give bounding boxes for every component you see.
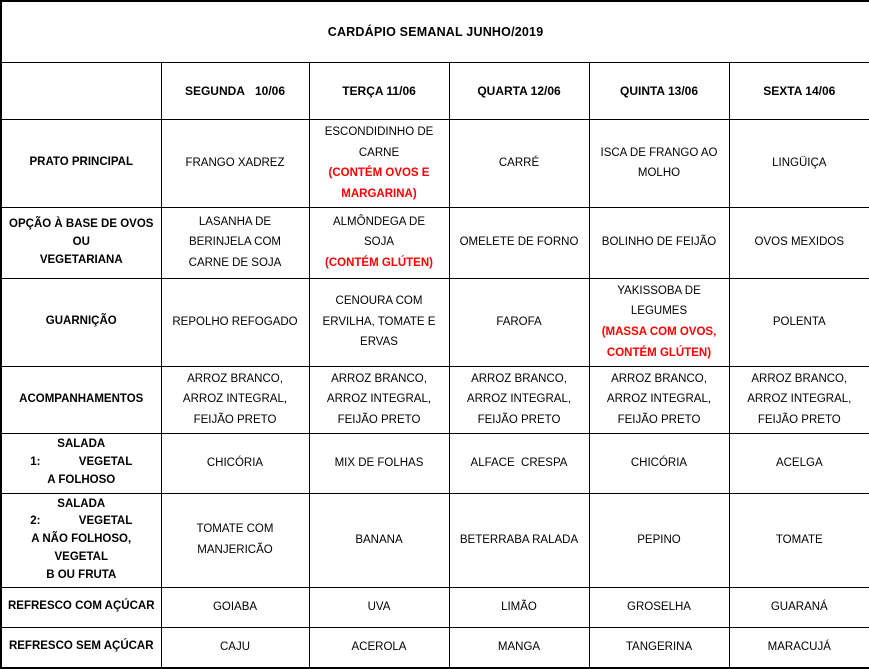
table-cell xyxy=(589,587,729,627)
table-cell xyxy=(589,207,729,278)
table-cell xyxy=(589,493,729,587)
cell-text: MIX DE FOLHAS xyxy=(334,456,424,469)
cell-text: CARRÉ xyxy=(498,157,540,170)
cell-text: OMELETE DE FORNO xyxy=(459,236,579,249)
row-label: REFRESCO COM AÇÚCAR xyxy=(1,587,161,627)
cell-text: PEPINO xyxy=(637,533,681,546)
table-cell xyxy=(589,278,729,366)
page-title: CARDÁPIO SEMANAL JUNHO/2019 xyxy=(1,1,869,63)
table-cell xyxy=(729,627,869,668)
cell-text: MANGA xyxy=(497,641,541,654)
table-cell xyxy=(729,207,869,278)
table-row xyxy=(1,278,869,366)
table-cell xyxy=(729,493,869,587)
cell-text: TANGERINA xyxy=(625,641,693,654)
header-row xyxy=(1,63,869,120)
column-header-day-3: QUINTA 13/06 xyxy=(589,63,729,120)
table-cell xyxy=(449,120,589,208)
cell-text: ARROZ BRANCO, ARROZ INTEGRAL, FEIJÃO PRETO xyxy=(606,372,712,426)
table-cell xyxy=(449,366,589,433)
table-cell xyxy=(449,207,589,278)
cell-text: ACELGA xyxy=(775,456,823,469)
cell-text: ARROZ BRANCO, ARROZ INTEGRAL, FEIJÃO PRETO xyxy=(466,372,572,426)
table-cell xyxy=(309,433,449,493)
allergen-warning: (CONTÉM OVOS E MARGARINA) xyxy=(328,167,430,201)
cell-text: CAJU xyxy=(219,641,251,654)
cell-text: OVOS MEXIDOS xyxy=(754,236,845,249)
cell-text: TOMATE COM MANJERICÃO xyxy=(196,523,274,557)
table-cell xyxy=(309,587,449,627)
column-header-day-2: QUARTA 12/06 xyxy=(449,63,589,120)
cell-text: TOMATE xyxy=(775,533,823,546)
table-cell xyxy=(589,366,729,433)
table-cell xyxy=(309,207,449,278)
cell-text: ARROZ BRANCO, ARROZ INTEGRAL, FEIJÃO PRETO xyxy=(747,372,852,426)
row-label: REFRESCO SEM AÇÚCAR xyxy=(1,627,161,668)
table-row xyxy=(1,627,869,668)
table-cell xyxy=(449,493,589,587)
table-cell xyxy=(729,587,869,627)
cell-text: LASANHA DE BERINJELA COM CARNE DE SOJA xyxy=(188,215,282,270)
table-cell xyxy=(161,433,309,493)
column-header-day-0: SEGUNDA 10/06 xyxy=(161,63,309,120)
table-cell xyxy=(449,587,589,627)
table-row xyxy=(1,207,869,278)
table-cell xyxy=(309,627,449,668)
table-cell xyxy=(449,627,589,668)
table-cell xyxy=(161,207,309,278)
cell-text: CHICÓRIA xyxy=(206,456,264,469)
cell-text: REPOLHO REFOGADO xyxy=(172,315,298,328)
table-cell xyxy=(729,433,869,493)
table-row xyxy=(1,587,869,627)
table-cell xyxy=(309,493,449,587)
table-cell xyxy=(589,433,729,493)
table-cell xyxy=(309,278,449,366)
table-cell xyxy=(309,120,449,208)
cell-text: CHICÓRIA xyxy=(630,456,688,469)
cell-text: FAROFA xyxy=(496,315,542,328)
cell-text: ALFACE CRESPA xyxy=(470,456,568,469)
table-row xyxy=(1,366,869,433)
cell-text: FRANGO XADREZ xyxy=(185,157,285,170)
cell-text: YAKISSOBA DE LEGUMES xyxy=(617,284,701,318)
cell-text: GROSELHA xyxy=(627,600,691,613)
table-cell xyxy=(729,120,869,208)
cell-text: BETERRABA RALADA xyxy=(459,533,579,546)
table-cell xyxy=(309,366,449,433)
table-cell xyxy=(449,433,589,493)
cell-text: ARROZ BRANCO, ARROZ INTEGRAL, FEIJÃO PRETO xyxy=(326,372,432,426)
cell-text: BOLINHO DE FEIJÃO xyxy=(601,236,717,249)
table-cell xyxy=(161,627,309,668)
title-row xyxy=(1,1,869,63)
row-label: PRATO PRINCIPAL xyxy=(1,120,161,208)
row-label: ACOMPANHAMENTOS xyxy=(1,366,161,433)
row-label: SALADA 1: VEGETAL A FOLHOSO xyxy=(1,433,161,493)
cell-text: UVA xyxy=(367,600,391,613)
column-header-day-4: SEXTA 14/06 xyxy=(729,63,869,120)
allergen-warning: (CONTÉM GLÚTEN) xyxy=(325,257,433,270)
cell-text: MARACUJÁ xyxy=(767,641,831,654)
cell-text: BANANA xyxy=(355,533,403,546)
cell-text: LINGÜIÇA xyxy=(772,157,827,170)
table-cell xyxy=(729,278,869,366)
row-label: GUARNIÇÃO xyxy=(1,278,161,366)
allergen-warning: (MASSA COM OVOS, CONTÉM GLÚTEN) xyxy=(601,326,717,359)
cell-text: CENOURA COM ERVILHA, TOMATE E ERVAS xyxy=(322,295,436,349)
table-cell xyxy=(729,366,869,433)
cell-text: ESCONDIDINHO DE CARNE xyxy=(324,126,434,159)
column-header-day-1: TERÇA 11/06 xyxy=(309,63,449,120)
table-cell xyxy=(589,120,729,208)
cell-text: ALMÔNDEGA DE SOJA xyxy=(332,215,426,249)
row-label: OPÇÃO À BASE DE OVOS OU VEGETARIANA xyxy=(1,207,161,278)
table-row xyxy=(1,493,869,587)
table-cell xyxy=(161,493,309,587)
table-cell xyxy=(161,587,309,627)
table-cell xyxy=(161,120,309,208)
cell-text: ACEROLA xyxy=(351,641,407,654)
cell-text: ISCA DE FRANGO AO MOLHO xyxy=(600,146,718,180)
cell-text: LIMÃO xyxy=(501,600,537,613)
table-row xyxy=(1,120,869,208)
table-cell xyxy=(161,278,309,366)
corner-cell xyxy=(1,63,161,120)
cell-text: GOIABA xyxy=(212,600,258,613)
cell-text: POLENTA xyxy=(772,315,826,328)
table-row xyxy=(1,433,869,493)
row-label: SALADA 2: VEGETAL A NÃO FOLHOSO, VEGETAL B OU FRUTA xyxy=(1,493,161,587)
cell-text: ARROZ BRANCO, ARROZ INTEGRAL, FEIJÃO PRETO xyxy=(182,372,288,426)
cell-text: GUARANÁ xyxy=(770,600,828,613)
table-cell xyxy=(589,627,729,668)
table-cell xyxy=(449,278,589,366)
table-cell xyxy=(161,366,309,433)
